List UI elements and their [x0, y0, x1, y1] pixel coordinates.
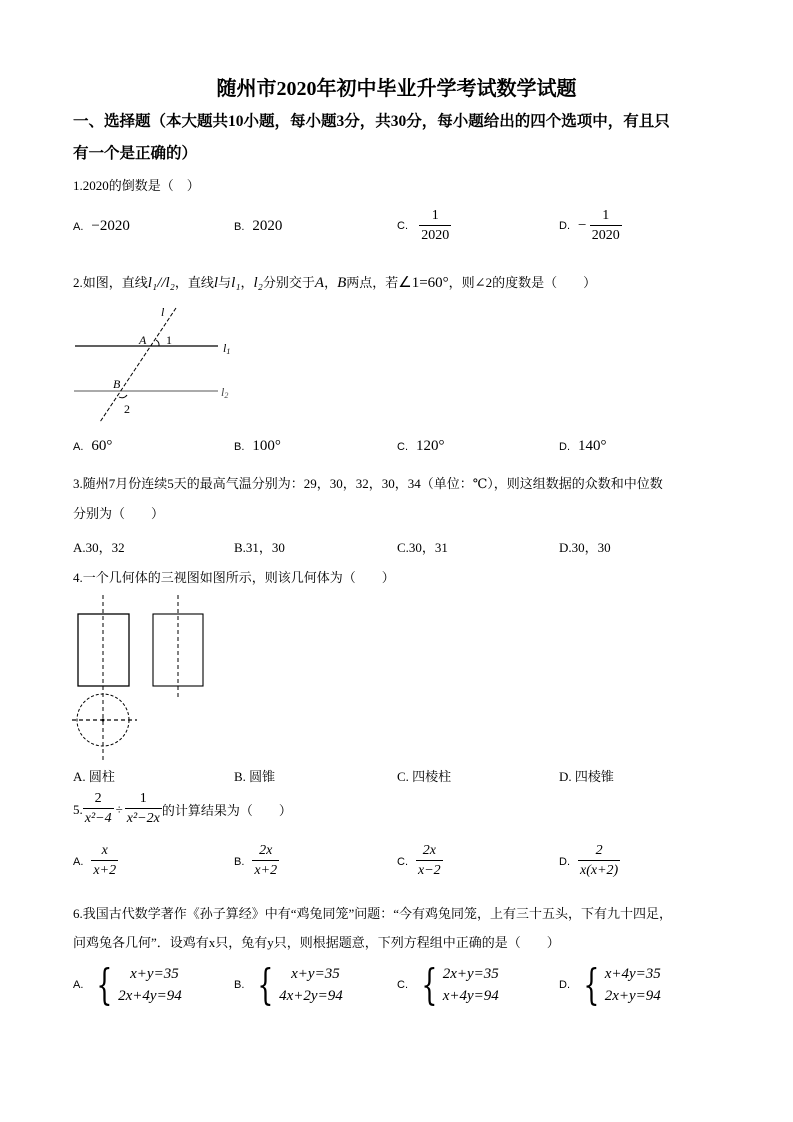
section-heading-line1: 一、选择题（本大题共10小题，每小题3分，共30分，每小题给出的四个选项中，有且只 — [73, 113, 670, 130]
q6-option-c: C. { 2x+y=35 x+4y=94 — [397, 960, 499, 1009]
parallel-lines-figure — [60, 300, 260, 430]
svg-text:l1: l1 — [223, 341, 231, 356]
q4-option-d: D. 四棱锥 — [559, 769, 614, 784]
q6-option-a: A. { x+y=35 2x+4y=94 — [73, 960, 182, 1009]
q6-option-b: B. { x+y=35 4x+2y=94 — [234, 960, 343, 1009]
q4-option-a: A. 圆柱 — [73, 769, 115, 784]
question-6-stem-line2: 问鸡兔各几何”．设鸡有x只，兔有y只，则根据题意，下列方程组中正确的是（ ） — [73, 935, 560, 950]
svg-text:A: A — [139, 333, 147, 347]
q5-option-b: B. $\frac{2x}{x+2}$ — [234, 842, 279, 881]
page-title: 随州市2020年初中毕业升学考试数学试题 — [216, 78, 577, 100]
q5-option-d: D. $\frac{2}{x(x+2)}$ — [559, 842, 620, 881]
question-3-stem-line2: 分别为（ ） — [73, 506, 165, 521]
section-heading-line2: 有一个是正确的） — [73, 145, 198, 162]
q4-option-b: B. 圆锥 — [234, 769, 276, 784]
question-3-stem-line1: 3.随州7月份连续5天的最高气温分别为：29，30，32，30，34（单位：℃），则这组数据的众数和中位数 — [73, 476, 663, 491]
fraction: $\frac{2}{\text{x²−4}}$ — [83, 790, 114, 829]
question-6-stem-line1: 6.我国古代数学著作《孙子算经》中有“鸡兔同笼”问题：“今有鸡兔同笼，上有三十五头，下有九十四足， — [73, 906, 673, 921]
q1-option-a: A. −2020 — [73, 218, 130, 234]
q5-option-a: A. $\frac{x}{x+2}$ — [73, 842, 118, 881]
q5-option-c: C. $\frac{2x}{x-2}$ — [397, 842, 443, 881]
question-2-stem: 2.如图，直线l₁//l₂，直线l与l₁，l₂分别交于A，B两点，若∠1=60°，则∠2的度数是（ ） — [73, 275, 597, 291]
q2-option-b: B. 100° — [234, 438, 281, 454]
q1-option-b: B. 2020 — [234, 218, 283, 234]
q3-option-a: A.30，32 — [73, 540, 125, 555]
q4-option-c: C. 四棱柱 — [397, 769, 452, 784]
q1-option-c: C. $\frac{1}{2020}$ — [397, 207, 451, 246]
q6-option-d: D. { x+4y=35 2x+y=94 — [559, 960, 661, 1009]
svg-text:l: l — [161, 305, 165, 319]
question-4-stem: 4.一个几何体的三视图如图所示，则该几何体为（ ） — [73, 570, 395, 585]
fraction: $\frac{1}{2020}$ — [590, 207, 622, 246]
q2-option-d: D. 140° — [559, 438, 607, 454]
q1-option-d: D. − $\frac{1}{2020}$ — [559, 207, 622, 246]
svg-text:2: 2 — [124, 402, 130, 416]
fraction: $\frac{1}{2020}$ — [419, 207, 451, 246]
q2-option-a: A. 60° — [73, 438, 113, 454]
three-view-figure — [60, 590, 230, 760]
question-1-stem: 1.2020的倒数是（ ） — [73, 178, 200, 193]
q3-option-b: B.31，30 — [234, 540, 285, 555]
q3-option-d: D.30，30 — [559, 540, 611, 555]
q3-option-c: C.30，31 — [397, 540, 448, 555]
svg-text:B: B — [113, 377, 121, 391]
question-5-stem: 5. $\frac{2}{\text{x²−4}}$ ÷ $\frac{1}{\text{x²−2x}}$ 的计算结果为（ ） — [73, 790, 292, 829]
svg-text:1: 1 — [166, 333, 172, 347]
svg-text:l2: l2 — [221, 385, 229, 400]
fraction: $\frac{1}{\text{x²−2x}}$ — [125, 790, 162, 829]
q2-option-c: C. 120° — [397, 438, 445, 454]
